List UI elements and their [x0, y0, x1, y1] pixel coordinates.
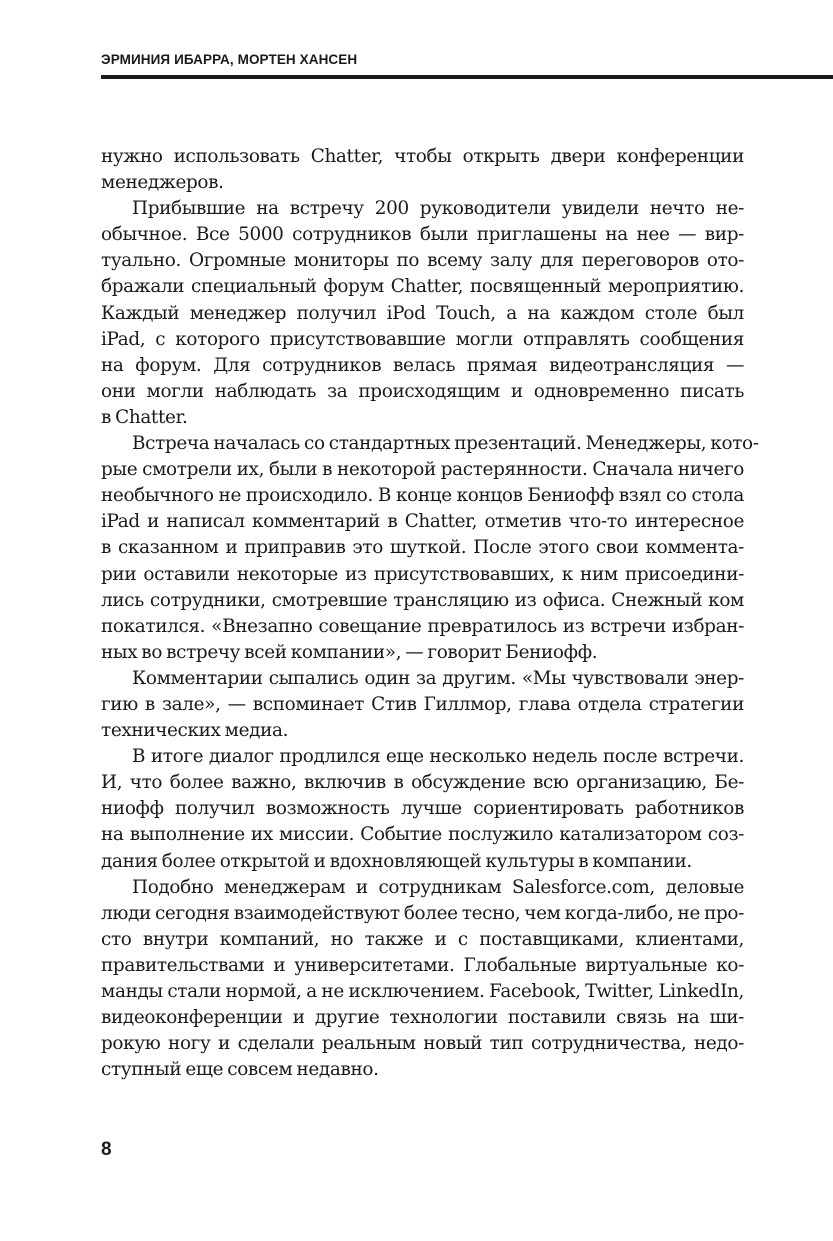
text-line: дания более открытой и вдохновляющей культуры в компании. [101, 850, 692, 872]
text-line: рии оставили некоторые из присутствовавших, к ним присоедини- [101, 563, 744, 585]
text-line: на выполнение их миссии. Событие послужило катализатором соз- [101, 824, 744, 846]
paragraph [101, 196, 744, 431]
text-line: покатился. «Внезапно совещание превратилось из встречи избран- [101, 615, 744, 637]
paragraph [101, 744, 744, 874]
text-line: рокую ногу и сделали реальным новый тип сотрудничества, недо- [101, 1033, 744, 1055]
text-line: лись сотрудники, смотревшие трансляцию из офиса. Снежный ком [101, 589, 744, 611]
body-text [101, 144, 759, 1083]
text-line: нужно использовать Chatter, чтобы открыть двери конференции [101, 146, 744, 167]
text-line: обычное. Все 5000 сотрудников были приглашены на нее — вир- [101, 224, 744, 246]
header-rule [101, 75, 833, 79]
page-number: 8 [101, 1139, 112, 1160]
text-line: Комментарии сыпались один за другим. «Мы чувствовали энер- [132, 667, 744, 689]
text-line: Встреча началась со стандартных презентаций. Менеджеры, кото- [132, 433, 759, 455]
text-line: сто внутри компаний, но также и с поставщиками, клиентами, [101, 928, 744, 950]
text-line: Подобно менеджерам и сотрудникам Salesforce.com, деловые [132, 876, 744, 898]
text-line: iPad и написал комментарий в Chatter, отметив что-то интересное [101, 511, 744, 533]
text-line: И, что более важно, включив в обсуждение всю организацию, Бе- [101, 772, 744, 794]
text-line: менеджеров. [101, 172, 224, 194]
text-line: в сказанном и приправив это шуткой. После этого свои коммента- [101, 537, 744, 559]
text-line: В итоге диалог продлился еще несколько недель после встречи. [132, 746, 744, 768]
paragraph [101, 431, 759, 666]
text-line: Прибывшие на встречу 200 руководители увидели нечто не- [132, 198, 744, 220]
text-line: на форум. Для сотрудников велась прямая видеотрансляция — [101, 354, 744, 376]
text-line: Каждый менеджер получил iPod Touch, а на каждом столе был [101, 302, 744, 324]
text-line: ступный еще совсем недавно. [101, 1059, 379, 1081]
text-line: манды стали нормой, а не исключением. Facebook, Twitter, LinkedIn, [101, 981, 744, 1002]
text-line: рые смотрели их, были в некоторой растерянности. Сначала ничего [101, 459, 744, 481]
text-line: они могли наблюдать за происходящим и одновременно писать [101, 380, 744, 402]
text-line: в Chatter. [101, 406, 188, 428]
text-line: туально. Огромные мониторы по всему залу для переговоров ото- [101, 250, 744, 272]
text-line: гию в зале», — вспоминает Стив Гиллмор, глава отдела стратегии [101, 693, 744, 715]
paragraph [101, 875, 744, 1084]
paragraph [101, 666, 744, 744]
text-line: ных во встречу всей компании», — говорит Бениофф. [101, 641, 598, 663]
text-line: люди сегодня взаимодействуют более тесно, чем когда-либо, не про- [101, 902, 745, 924]
paragraph [101, 144, 744, 196]
text-line: бражали специальный форум Chatter, посвященный мероприятию. [101, 276, 744, 298]
running-head: ЭРМИНИЯ ИБАРРА, МОРТЕН ХАНСЕН [101, 52, 358, 67]
text-line: правительствами и университетами. Глобальные виртуальные ко- [101, 954, 744, 976]
text-line: ниофф получил возможность лучше сориентировать работников [101, 798, 744, 820]
text-line: iPad, с которого присутствовавшие могли отправлять сообщения [101, 328, 744, 350]
text-line: необычного не происходило. В конце концов Бениофф взял со стола [101, 485, 744, 507]
text-line: технических медиа. [101, 720, 289, 742]
text-line: видеоконференции и другие технологии поставили связь на ши- [101, 1007, 744, 1029]
